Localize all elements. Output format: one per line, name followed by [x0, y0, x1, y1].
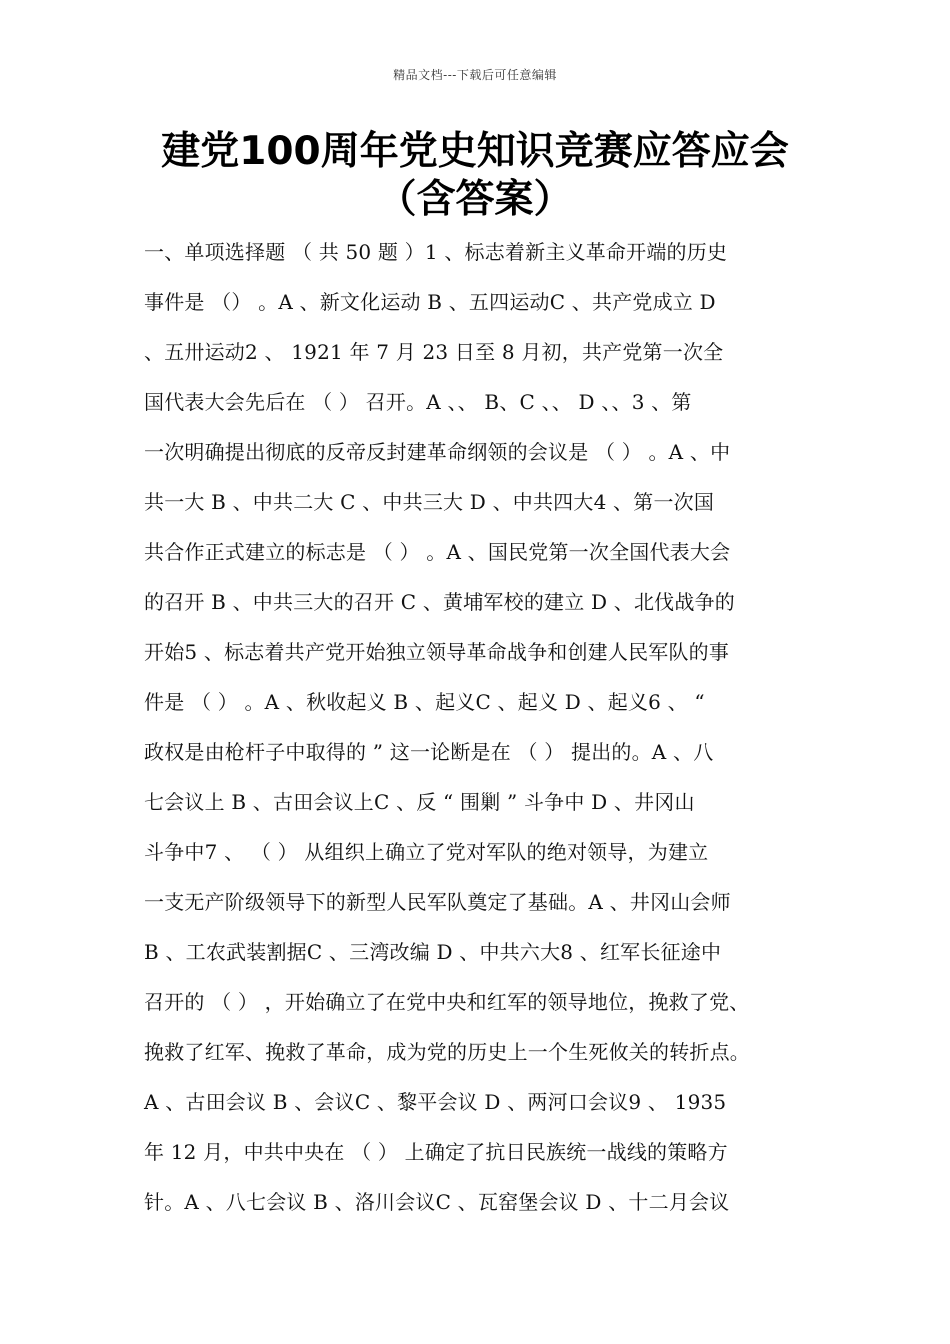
page-header: 精品文档---下载后可任意编辑 — [393, 68, 557, 82]
body-line: B 、工农武装割据C 、三湾改编 D 、中共六大8 、红军长征途中 — [144, 940, 722, 964]
title-line-1: 建党100周年党史知识竞赛应答应会 — [161, 129, 789, 174]
body-line: 召开的 （ ） ，开始确立了在党中央和红军的领导地位，挽救了党、 — [144, 990, 750, 1014]
body-line: 、五卅运动2 、 1921 年 7 月 23 日至 8 月初，共产党第一次全 — [144, 340, 724, 364]
body-line: 年 12 月，中共中央在 （ ） 上确定了抗日民族统一战线的策略方 — [144, 1140, 728, 1164]
body-line: 开始5 、标志着共产党开始独立领导革命战争和创建人民军队的事 — [144, 640, 730, 664]
body-line: 一支无产阶级领导下的新型人民军队奠定了基础。A 、井冈山会师 — [144, 890, 731, 914]
body-line: 针。A 、八七会议 B 、洛川会议C 、瓦窑堡会议 D 、十二月会议 — [144, 1190, 730, 1214]
title-line-2: （含答案） — [377, 177, 573, 222]
body-line: 斗争中7 、 （ ） 从组织上确立了党对军队的绝对领导，为建立 — [144, 840, 709, 864]
body-line: 挽救了红军、挽救了革命，成为党的历史上一个生死攸关的转折点。 — [144, 1040, 750, 1064]
body-line: 的召开 B 、中共三大的召开 C 、黄埔军校的建立 D 、北伐战争的 — [144, 590, 735, 614]
document-title — [0, 128, 950, 224]
body-line: 一、单项选择题 （ 共 50 题 ）1 、标志着新主义革命开端的历史 — [144, 240, 728, 264]
body-line: 政权是由枪杆子中取得的 ” 这一论断是在 （ ） 提出的。A 、八 — [144, 740, 714, 764]
body-line: 件是 （ ） 。A 、秋收起义 B 、起义C 、起义 D 、起义6 、 “ — [144, 690, 705, 714]
body-line: 一次明确提出彻底的反帝反封建革命纲领的会议是 （ ） 。A 、中 — [144, 440, 731, 464]
body-line: 七会议上 B 、古田会议上C 、反 “ 围剿 ” 斗争中 D 、井冈山 — [144, 790, 695, 814]
body-line: A 、古田会议 B 、会议C 、黎平会议 D 、两河口会议9 、 1935 — [144, 1090, 727, 1114]
body-line: 共合作正式建立的标志是 （ ） 。A 、国民党第一次全国代表大会 — [144, 540, 731, 564]
document-body — [144, 227, 814, 1227]
body-line: 共一大 B 、中共二大 C 、中共三大 D 、中共四大4 、第一次国 — [144, 490, 715, 514]
body-line: 事件是 （） 。A 、新文化运动 B 、五四运动C 、共产党成立 D — [144, 290, 716, 314]
body-line: 国代表大会先后在 （ ） 召开。A 、、 B、C 、、 D 、、3 、第 — [144, 390, 692, 414]
